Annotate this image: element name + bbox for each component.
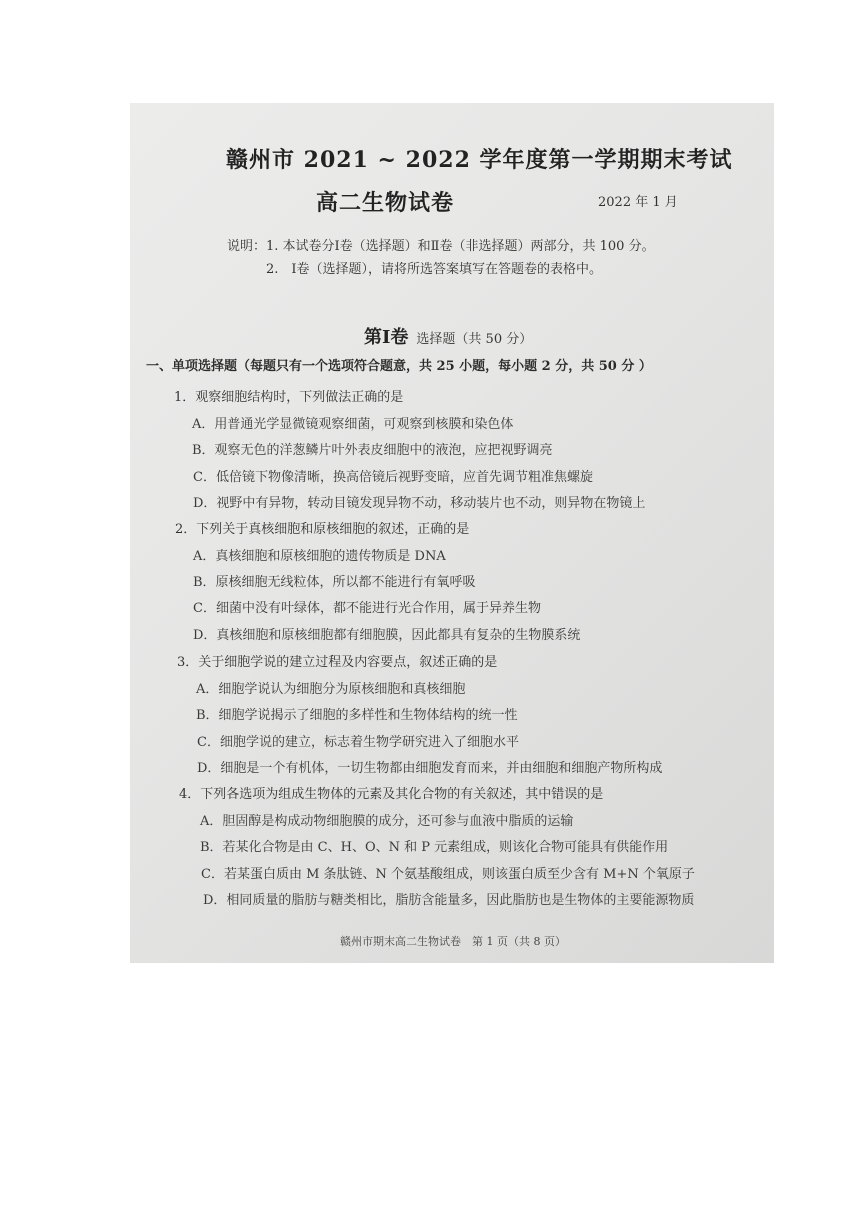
question-3-option-c: C．细胞学说的建立，标志着生物学研究进入了细胞水平: [197, 735, 519, 750]
question-4-option-d: D．相同质量的脂肪与糖类相比，脂肪含能量多，因此脂肪也是生物体的主要能源物质: [203, 893, 695, 908]
section-title: [364, 323, 532, 349]
question-2-stem: 2．下列关于真核细胞和原核细胞的叙述，正确的是: [175, 522, 470, 537]
question-1-option-d: D．视野中有异物，转动目镜发现异物不动，移动装片也不动，则异物在物镜上: [193, 496, 646, 511]
question-3-option-d: D．细胞是一个有机体，一切生物都由细胞发育而来，并由细胞和细胞产物所构成: [197, 761, 663, 776]
page-footer: 赣州市期末高二生物试卷 第 1 页（共 8 页）: [340, 935, 566, 948]
question-2-option-a: A．真核细胞和原核细胞的遗传物质是 DNA: [193, 549, 446, 564]
question-3-option-a: A．细胞学说认为细胞分为原核细胞和真核细胞: [196, 682, 466, 697]
exam-date: 2022 年 1 月: [598, 195, 678, 210]
question-2-option-b: B．原核细胞无线粒体，所以都不能进行有氧呼吸: [193, 575, 476, 590]
question-2-option-d: D．真核细胞和原核细胞都有细胞膜，因此都具有复杂的生物膜系统: [193, 628, 581, 643]
instruction-line-2: 2. Ⅰ卷（选择题），请将所选答案填写在答题卷的表格中。: [266, 262, 603, 277]
part-heading: 一、单项选择题（每题只有一个选项符合题意，共 25 小题，每小题 2 分，共 50 分 ）: [146, 359, 652, 374]
question-2-option-c: C．细菌中没有叶绿体，都不能进行光合作用，属于异养生物: [193, 601, 541, 616]
question-1-option-b: B．观察无色的洋葱鳞片叶外表皮细胞中的液泡，应把视野调亮: [192, 443, 553, 458]
section-volume: 第Ⅰ卷: [364, 327, 409, 348]
question-4-option-a: A．胆固醇是构成动物细胞膜的成分，还可参与血液中脂质的运输: [200, 814, 574, 829]
exam-title-line2: 高二生物试卷: [316, 190, 455, 216]
question-1-option-c: C．低倍镜下物像清晰，换高倍镜后视野变暗，应首先调节粗准焦螺旋: [193, 470, 593, 485]
question-1-stem: 1．观察细胞结构时，下列做法正确的是: [174, 390, 404, 405]
instruction-line-1: 说明：1. 本试卷分Ⅰ卷（选择题）和Ⅱ卷（非选择题）两部分，共 100 分。: [227, 239, 655, 254]
question-1-option-a: A．用普通光学显微镜观察细菌，可观察到核膜和染色体: [192, 417, 514, 432]
section-subtitle: 选择题（共 50 分）: [416, 332, 533, 347]
question-4-stem: 4．下列各选项为组成生物体的元素及其化合物的有关叙述，其中错误的是: [179, 787, 604, 802]
question-4-option-b: B．若某化合物是由 C、H、O、N 和 P 元素组成，则该化合物可能具有供能作用: [200, 840, 669, 855]
exam-paper-photo: [130, 103, 774, 963]
question-4-option-c: C．若某蛋白质由 M 条肽链、N 个氨基酸组成，则该蛋白质至少含有 M+N 个氧原子: [201, 867, 695, 882]
exam-title-line1: 赣州市 2021 ~ 2022 学年度第一学期期末考试: [226, 147, 733, 173]
question-3-option-b: B．细胞学说揭示了细胞的多样性和生物体结构的统一性: [196, 708, 518, 723]
question-3-stem: 3．关于细胞学说的建立过程及内容要点，叙述正确的是: [177, 655, 498, 670]
